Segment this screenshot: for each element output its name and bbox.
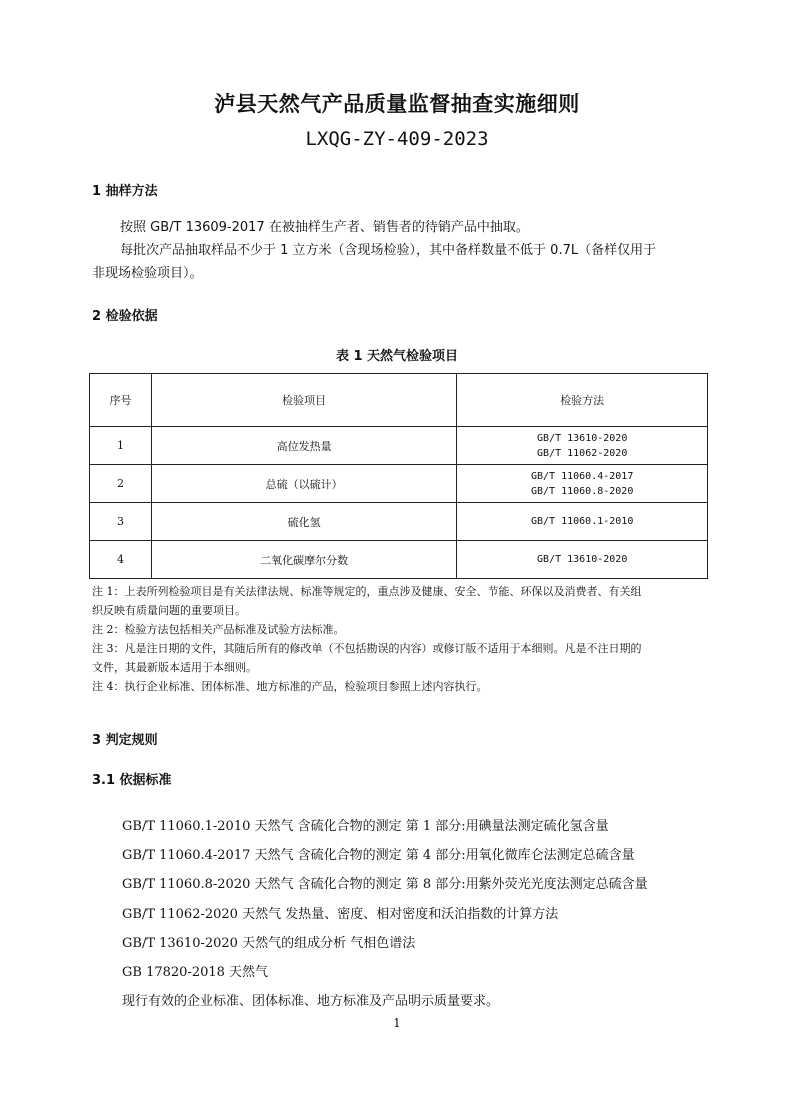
cell-method (457, 541, 708, 579)
cell-item: 硫化氢 (151, 503, 456, 541)
column-header-item: 检验项目 (151, 374, 456, 427)
section-2-heading: 2 检验依据 (92, 309, 158, 324)
note-line: 注 2：检验方法包括相关产品标准及试验方法标准。 (92, 623, 345, 636)
note-line: 织反映有质量问题的重要项目。 (92, 604, 246, 617)
cell-no: 3 (90, 503, 152, 541)
note-line: 注 1：上表所列检验项目是有关法律法规、标准等规定的，重点涉及健康、安全、节能、环保以及消费者、有关组 (92, 585, 642, 598)
page-number: 1 (393, 1016, 401, 1030)
table-notes (92, 582, 712, 696)
note-line: 文件，其最新版本适用于本细则。 (92, 661, 257, 674)
standard-item: GB/T 11060.4-2017 天然气 含硫化合物的测定 第 4 部分:用氧化微库仑法测定总硫含量 (122, 848, 635, 864)
paragraph (92, 216, 704, 239)
standard-item: GB/T 11060.1-2010 天然气 含硫化合物的测定 第 1 部分:用碘量法测定硫化氢含量 (122, 819, 609, 834)
table-row (90, 427, 708, 465)
table-caption: 表 1 天然气检验项目 (335, 349, 459, 364)
method-line: GB/T 11060.1-2010 (531, 516, 634, 527)
cell-method (457, 465, 708, 503)
method-line: GB/T 13610-2020 (537, 554, 628, 565)
inspection-items-table (89, 373, 708, 579)
column-header-method: 检验方法 (457, 374, 708, 427)
document-code: LXQG-ZY-409-2023 (305, 128, 489, 150)
section-3-heading: 3 判定规则 (92, 733, 158, 748)
note-line: 注 3：凡是注日期的文件，其随后所有的修改单（不包括勘误的内容）或修订版不适用于本细则。凡是不注日期的 (92, 642, 642, 655)
table-row (90, 503, 708, 541)
method-line: GB/T 13610-2020 (537, 432, 628, 444)
table-row (90, 465, 708, 503)
standard-item: 现行有效的企业标准、团体标准、地方标准及产品明示质量要求。 (122, 994, 500, 1010)
cell-method (457, 503, 708, 541)
method-line: GB/T 11060.8-2020 (531, 485, 634, 497)
standard-item: GB/T 11060.8-2020 天然气 含硫化合物的测定 第 8 部分:用紫外荧光光度法测定总硫含量 (122, 877, 648, 893)
section-1-heading: 1 抽样方法 (92, 184, 158, 199)
method-line: GB/T 11062-2020 (537, 447, 628, 459)
section-1-body (92, 216, 704, 285)
cell-no: 4 (90, 541, 152, 579)
document-title: 泸县天然气产品质量监督抽查实施细则 (214, 92, 580, 116)
paragraph-text: 按照 GB/T 13609-2017 在被抽样生产者、销售者的待销产品中抽取。 (120, 220, 529, 235)
column-header-no: 序号 (90, 374, 152, 427)
table-row (90, 541, 708, 579)
cell-item: 总硫（以硫计） (151, 465, 456, 503)
standard-item: GB 17820-2018 天然气 (122, 964, 269, 980)
standard-item: GB/T 13610-2020 天然气的组成分析 气相色谱法 (122, 935, 416, 951)
paragraph-continuation: 非现场检验项目）。 (92, 266, 203, 281)
cell-item: 高位发热量 (151, 427, 456, 465)
standard-item: GB/T 11062-2020 天然气 发热量、密度、相对密度和沃泊指数的计算方法 (122, 906, 559, 922)
cell-method (457, 427, 708, 465)
cell-no: 2 (90, 465, 152, 503)
cell-item: 二氧化碳摩尔分数 (151, 541, 456, 579)
note-line: 注 4：执行企业标准、团体标准、地方标准的产品，检验项目参照上述内容执行。 (92, 680, 488, 693)
standards-list (122, 818, 648, 1022)
section-3-1-heading: 3.1 依据标准 (92, 773, 172, 788)
paragraph (92, 239, 704, 262)
table-header-row (90, 374, 708, 427)
method-line: GB/T 11060.4-2017 (531, 470, 634, 482)
cell-no: 1 (90, 427, 152, 465)
paragraph-text: 每批次产品抽取样品不少于 1 立方米（含现场检验），其中备样数量不低于 0.7L（备样仅用于 (120, 243, 657, 258)
